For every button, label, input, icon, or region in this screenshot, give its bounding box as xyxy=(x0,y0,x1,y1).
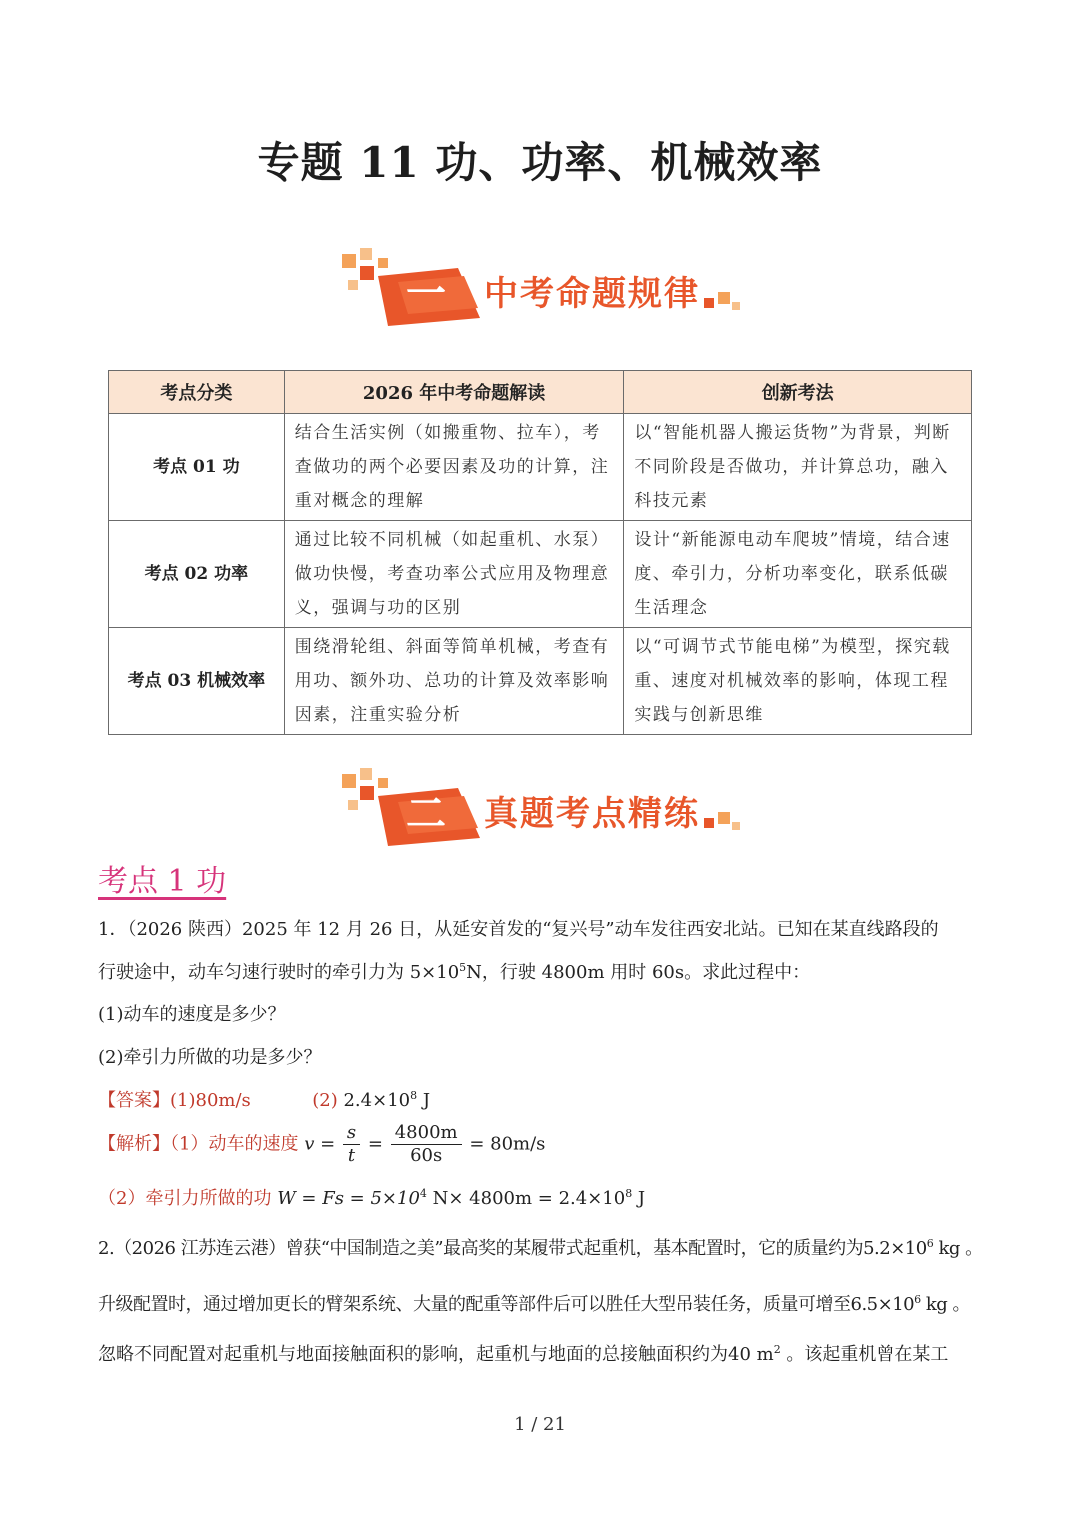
table-cell-innovation: 以“智能机器人搬运货物”为背景，判断不同阶段是否做功，并计算总功，融入科技元素 xyxy=(624,414,972,521)
table-row xyxy=(109,628,972,735)
q2-line-2 xyxy=(98,1290,998,1316)
table-header-row xyxy=(109,371,972,414)
answer-1: (1)80m/s xyxy=(170,1090,251,1111)
table-cell-reading: 结合生活实例（如搬重物、拉车），考查做功的两个必要因素及功的计算，注重对概念的理解 xyxy=(284,414,624,521)
q2-line-3 xyxy=(98,1340,998,1366)
table-row xyxy=(109,521,972,628)
analysis-2-text: （2）牵引力所做的功 xyxy=(98,1188,272,1209)
section-banner-1 xyxy=(338,248,758,338)
q2-text: 忽略不同配置对起重机与地面接触面积的影响，起重机与地面的总接触面积约为40 m xyxy=(98,1344,774,1365)
table-cell-category: 考点 02 功率 xyxy=(109,521,285,628)
answer-2-label: (2) xyxy=(312,1090,338,1111)
banner-2-text: 真题考点精练 xyxy=(484,794,700,834)
q1-exponent: 5 xyxy=(459,961,467,974)
analysis-2-exponent: 8 xyxy=(625,1187,633,1200)
table-cell-reading: 围绕滑轮组、斜面等简单机械，考查有用功、额外功、总功的计算及效率影响因素，注重实验分析 xyxy=(284,628,624,735)
section-banner-2 xyxy=(338,768,758,858)
q1-text: 行驶途中，动车匀速行驶时的牵引力为 5×10 xyxy=(98,962,460,983)
q2-text: 升级配置时，通过增加更长的臂架系统、大量的配重等部件后可以胜任大型吊装任务，质量可增至6.5×10 xyxy=(98,1294,915,1315)
table-cell-reading: 通过比较不同机械（如起重机、水泵）做功快慢，考查功率公式应用及物理意义，强调与功的区别 xyxy=(284,521,624,628)
analysis-tag: 【解析】 xyxy=(98,1133,170,1155)
equals-sign: = xyxy=(367,1133,383,1155)
section-heading-1: 考点 1 功 xyxy=(98,864,227,899)
q2-exponent: 6 xyxy=(926,1237,934,1250)
fraction-numerator: s xyxy=(346,1122,357,1143)
table-header: 2026 年中考命题解读 xyxy=(284,371,624,414)
q1-line-2 xyxy=(98,958,998,984)
q2-line-1 xyxy=(98,1234,998,1260)
q1-line-1: 1．（2026 陕西）2025 年 12 月 26 日，从延安首发的“复兴号”动车发往西安北站。已知在某直线路段的 xyxy=(98,919,939,940)
q2-text: kg 。 xyxy=(920,1294,970,1315)
q1-sub-1: (1)动车的速度是多少？ xyxy=(98,1004,286,1025)
banner-1-number: 一 xyxy=(406,271,446,317)
q2-text: kg 。 xyxy=(933,1238,983,1259)
answer-2-unit: J xyxy=(417,1090,431,1111)
q1-analysis-1 xyxy=(98,1122,998,1167)
q1-analysis-2 xyxy=(98,1184,998,1210)
q2-text: 。该起重机曾在某工 xyxy=(780,1344,949,1365)
q1-text: N，行驶 4800m 用时 60s。求此过程中： xyxy=(466,962,811,983)
analysis-2-formula: W = Fs = 5×10 xyxy=(277,1188,420,1209)
answer-2: 2.4×10 xyxy=(343,1090,411,1111)
table-cell-category: 考点 01 功 xyxy=(109,414,285,521)
q1-sub-2: (2)牵引力所做的功是多少？ xyxy=(98,1047,322,1068)
analysis-2-mid: N× 4800m = 2.4×10 xyxy=(426,1188,626,1209)
answer-tag: 【答案】 xyxy=(98,1090,170,1111)
fraction-numerator: 4800m xyxy=(391,1122,462,1145)
table-header: 创新考法 xyxy=(624,371,972,414)
table-cell-innovation: 设计“新能源电动车爬坡”情境，结合速度、牵引力，分析功率变化，联系低碳生活理念 xyxy=(624,521,972,628)
exam-analysis-table xyxy=(108,370,972,735)
fraction-denominator: 60s xyxy=(410,1145,443,1166)
q2-exponent: 2 xyxy=(773,1343,781,1356)
analysis-1-result: = 80m/s xyxy=(469,1133,546,1155)
q2-exponent: 6 xyxy=(914,1293,921,1306)
banner-1-text: 中考命题规律 xyxy=(484,274,700,314)
analysis-1-v: v = xyxy=(304,1133,336,1155)
table-cell-innovation: 以“可调节式节能电梯”为模型，探究载重、速度对机械效率的影响，体现工程实践与创新思维 xyxy=(624,628,972,735)
page-title: 专题 11 功、功率、机械效率 xyxy=(257,138,823,187)
answer-2-exponent: 8 xyxy=(410,1089,418,1102)
fraction-s-over-t xyxy=(343,1122,360,1167)
table-cell-category: 考点 03 机械效率 xyxy=(109,628,285,735)
analysis-1-text: （1）动车的速度 xyxy=(170,1133,299,1155)
analysis-2-exponent: 4 xyxy=(419,1187,427,1200)
table-row xyxy=(109,414,972,521)
fraction-distance-over-time xyxy=(391,1122,462,1167)
fraction-denominator: t xyxy=(347,1145,356,1166)
table-header: 考点分类 xyxy=(109,371,285,414)
page-number: 1 / 21 xyxy=(514,1414,566,1435)
banner-2-number: 二 xyxy=(406,791,446,837)
q1-answer xyxy=(98,1086,998,1112)
q2-text: 2.（2026 江苏连云港）曾获“中国制造之美”最高奖的某履带式起重机，基本配置时，它的质量约为5.2×10 xyxy=(98,1238,927,1259)
analysis-2-unit: J xyxy=(632,1188,646,1209)
